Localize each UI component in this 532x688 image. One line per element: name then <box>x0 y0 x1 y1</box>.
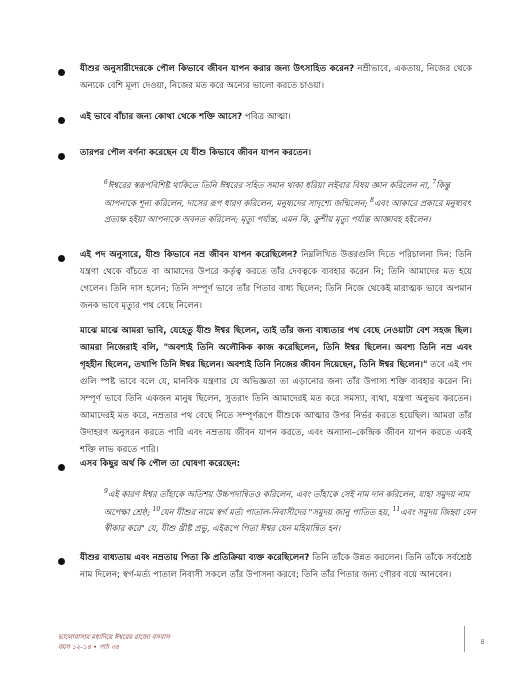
scripture-quote-1 <box>104 175 484 227</box>
verse-ref-6: 6 <box>104 179 108 186</box>
question-3 <box>80 145 472 162</box>
question-6 <box>80 550 472 584</box>
question-1-text: যীশুর অনুসারীদেরকে পৌল কিভাবে জীবন যাপন করার জন্য উৎসাহিত করেন? <box>80 64 355 74</box>
footer-series-title: ভালোবাসার মধ্যদিয়ে ঈশ্বরের রাজ্যে বসবাস <box>58 633 170 641</box>
quote-2-part-2: যেন যীশুর নামে স্বর্গ মর্ত্য পাতাল-নিবাসীদের "সমুদয় জানু পাতিত হয়, <box>160 506 393 517</box>
verse-ref-10: 10 <box>152 505 161 513</box>
question-5-text: এসব কিছুর অর্থ কি পৌল তা ঘোষণা করেছেন: <box>80 459 241 469</box>
bullet-1 <box>58 69 65 76</box>
question-4 <box>80 247 472 315</box>
answer-4-text: নিম্নলিখিত উত্তরগুলি দিতে পরিচালনা দিন: তিনি যন্ত্রণা থেকে বাঁচতে বা আমাদের উপরে কর্তৃত্ব করতে তাঁর দেবত্বকে ব্যবহার করেন নি; তিনি আমাদের মত হয়ে গেলেন। তিনি দাস হলেন; তিনি সম্পূর্ণ ভাবে তাঁর পিতার বাধ্য ছিলেন; তিনি নিজে থেকেই মারাত্মক ভাবে অপমান জনক ভাবে মৃত্যুর পথ বেছে নিলেন। <box>80 250 473 311</box>
bullet-5 <box>58 464 65 471</box>
answer-1-text: নম্রীভাবে, একতায়, নিজের থেকে অন্যকে বেশি মূল্য দেওয়া, নিজের মত করে অন্যের ভালো করতে চাওয়া। <box>80 64 473 91</box>
question-2 <box>80 109 472 126</box>
verse-ref-7: 7 <box>432 179 437 186</box>
quote-2-part-3: এবং সমুদয় জিহ্বা যেন স্বীকার করে" যে, যীশু খ্রীষ্ট প্রভু, এইরূপে পিতা ঈশ্বর যেন মহিমান্বিত হন। <box>104 506 476 533</box>
footer-lesson-info: বয়স ১২-১৪ • পাঠ ৩৪ <box>58 643 120 651</box>
quote-1-part-2: কিন্তু আপনাকে শূন্য করিলেন, দাসের রূপ ধারণ করিলেন, মনুষ্যদের সাদৃশ্যে জন্মিলেন; <box>104 179 451 208</box>
question-1 <box>80 61 472 95</box>
answer-6-text: তিনি তাঁকে উন্নত করলেন। তিনি তাঁকে সর্বশ্রেষ্ঠ নাম দিলেন; স্বর্গ-মর্ত্য পাতাল নিবাসী সকলে তাঁর উপাসনা করবে; তিনি তাঁর পিতার জন্য গৌরব বয়ে আনবেন। <box>80 553 473 580</box>
question-4-text: এই পদ অনুসারে, যীশু কিভাবে নম্র জীবন যাপন করেছিলেন? <box>80 250 298 260</box>
verse-ref-9: 9 <box>104 488 108 495</box>
body-paragraph-rest: তবে এই পদ গুলি স্পষ্ট ভাবে বলে যে, মানবিক যন্ত্রণার যে অভিজ্ঞতা তা এড়ানোর জন্য তাঁর উপাস্য শক্তি ব্যবহার করেন নি। সম্পূর্ণ ভাবে তিনি একজন মানুষ ছিলেন, সুতরাং তিনি আমাদেরই মত করে সমস্যা, ব্যথা, যন্ত্রণা অনুভব করতেন। আমাদেরই মত করে, নম্রতার পথ বেছে নিতে সম্পূর্ণরূপে যীশুকে আত্মার উপর নির্ভর করতে হয়েছিল। আমরা তাঁর উদাহরণ অনুসরন করতে পারি এবং নম্রতায় জীবন যাপন করতে, এবং অন্যান্য–কেন্দ্রিক জীবন যাপন করতে একই শক্তি লাভ করতে পারি। <box>80 360 472 455</box>
body-paragraph-lead: মাঝে মাঝে আমরা ভাবি, যেহেতু যীশু ঈশ্বর ছিলেন, তাই তাঁর জন্য বাধ্যতার পথ বেছে নেওয়াটা বেশ সহজ ছিল। আমরা নিজেরাই বলি, "অবশ্যই তিনি অলৌকিক কাজ করেছিলেন, তিনি ঈশ্বর ছিলেন। অবশ্য তিনি নম্র এবং গৃহহীন ছিলেন, তখাপি তিনি ঈশ্বর ছিলেন। অবশ্যই তিনি নিজের জীবন দিয়েছেন, তিনি ঈশ্বর ছিলেন।" <box>80 326 472 370</box>
bullet-2 <box>58 117 65 124</box>
verse-ref-11: 11 <box>392 505 401 513</box>
scripture-quote-2 <box>104 484 484 536</box>
body-paragraph <box>80 323 472 459</box>
bullet-3 <box>58 153 65 160</box>
question-6-text: যীশুর বাধ্যতায় এবং নম্রতায় পিতা কি প্রতিক্রিয়া ব্যক্ত করেছিলেন? <box>80 553 310 563</box>
footer-divider <box>464 626 465 652</box>
question-3-text: তারপর পৌল বর্ণনা করেছেন যে যীশু কিভাবে জীবন যাপন করতেন। <box>80 148 312 158</box>
bullet-4 <box>58 255 65 262</box>
bullet-6 <box>58 558 65 565</box>
footer-title <box>58 632 170 652</box>
question-5 <box>80 456 472 473</box>
quote-1-part-1: ঈশ্বরের স্বরূপবিশিষ্ট থাকিতে তিনি ঈশ্বরের সহিত সমান থাকা ধরিয়া লইবার বিষয় জ্ঞান করিলেন না, <box>107 179 433 190</box>
verse-ref-8: 8 <box>370 196 374 204</box>
quote-1-part-3: এবং আকারে প্রকারে মনুষ্যবৎ প্রত্যক্ষ হইয়া আপনাকে অবনত করিলেন; মৃত্যু পর্য্যন্ত, এমন কি, ক্রুশীয় মৃত্যু পর্য্যন্ত আজ্ঞাবহ হইলেন। <box>104 197 471 224</box>
question-2-text: এই ভাবে বাঁচার জন্য কোথা থেকে শক্তি আসে? <box>80 112 243 122</box>
answer-2-text: পবিত্র আত্মা। <box>242 112 291 122</box>
quote-2-part-1: এই কারণ ঈশ্বর তাঁহাকে অতিশয় উচ্চপদান্বিতও করিলেন, এবং তাঁহাকে সেই নাম দান করিলেন, যাহা সমুদয় নাম অপেক্ষা শ্রেষ্ঠ; <box>104 488 470 517</box>
page-number: ৪ <box>480 637 486 646</box>
